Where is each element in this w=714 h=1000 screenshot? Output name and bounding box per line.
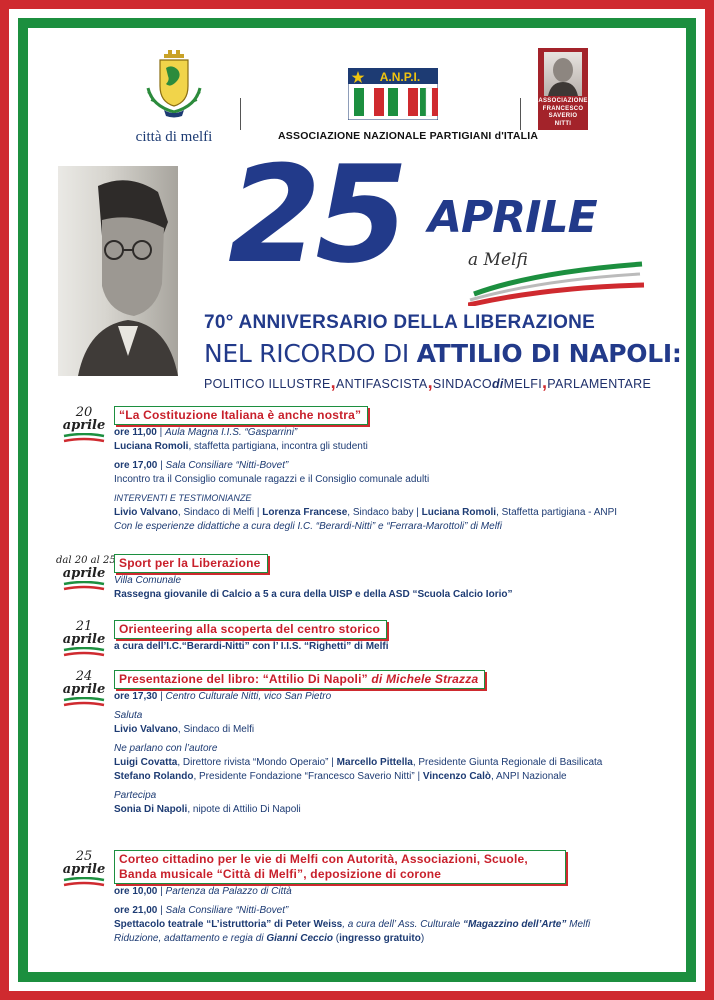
hero-month: APRILE xyxy=(428,192,597,243)
date-tag: 20 aprile xyxy=(56,406,112,443)
anniversary-heading: 70° ANNIVERSARIO DELLA LIBERAZIONE xyxy=(204,312,596,333)
event-line: Livio Valvano, Sindaco di Melfi | Lorenza Francese, Sindaco baby | Luciana Romoli, Staffetta partigiana - ANPI xyxy=(114,507,618,518)
event-line: Saluta xyxy=(114,710,143,721)
event-line: Luigi Covatta, Direttore rivista “Mondo Operaio” | Marcello Pittella, Presidente Giunta Regionale di Basilicata xyxy=(114,757,603,768)
anpi-badge-text: A.N.P.I. xyxy=(379,70,421,84)
event-line: Riduzione, adattamento e regia di Gianni Ceccio (ingresso gratuito) xyxy=(114,933,425,944)
event-line: INTERVENTI E TESTIMONIANZE xyxy=(114,493,252,503)
event-line: Sonia Di Napoli, nipote di Attilio Di Napoli xyxy=(114,804,301,815)
tricolor-flag-icon xyxy=(62,877,106,887)
hero-date-number: 25 xyxy=(228,137,403,293)
date-tag: dal 20 al 25 aprile xyxy=(56,554,112,591)
event-line: Spettacolo teatrale “L’istruttoria” di Peter Weiss, a cura dell’ Ass. Culturale “Magazzino dell’Arte” Melfi xyxy=(114,919,591,930)
date-tag: 25 aprile xyxy=(56,850,112,887)
event-line: ore 17,30 | Centro Culturale Nitti, vico San Pietro xyxy=(114,691,332,702)
date-tag: 21 aprile xyxy=(56,620,112,657)
hero-place: a Melfi xyxy=(468,250,528,270)
anpi-badge-icon xyxy=(348,68,438,120)
event-title: “La Costituzione Italiana è anche nostra” xyxy=(114,406,368,425)
tricolor-flag-icon xyxy=(62,581,106,591)
event-title: Sport per la Liberazione xyxy=(114,554,268,573)
event-title: Orienteering alla scoperta del centro storico xyxy=(114,620,387,639)
event-line: Rassegna giovanile di Calcio a 5 a cura della UISP e della ASD “Scuola Calcio Iorio” xyxy=(114,589,513,600)
event-line: Partecipa xyxy=(114,790,157,801)
event-title: Corteo cittadino per le vie di Melfi con Autorità, Associazioni, Scuole, Banda musicale “Città di Melfi”, deposizione di corone xyxy=(114,850,566,884)
event-line: Villa Comunale xyxy=(114,575,182,586)
event-line: Incontro tra il Consiglio comunale ragazzi e il Consiglio comunale adulti xyxy=(114,474,430,485)
poster-content xyxy=(28,28,686,972)
event-line: a cura dell’I.C.“Berardi-Nitti” con l’ I.I.S. “Righetti” di Melfi xyxy=(114,641,389,652)
event-line: ore 21,00 | Sala Consiliare “Nitti-Bovet” xyxy=(114,905,289,916)
event-line: ore 17,00 | Sala Consiliare “Nitti-Bovet” xyxy=(114,460,289,471)
event-line: Ne parlano con l’autore xyxy=(114,743,218,754)
nitti-portrait-icon xyxy=(544,52,582,96)
event-line: Stefano Rolando, Presidente Fondazione “Francesco Saverio Nitti” | Vincenzo Calò, ANPI Nazionale xyxy=(114,771,567,782)
header-divider xyxy=(520,98,521,130)
event-line: ore 11,00 | Aula Magna I.I.S. “Gasparrini” xyxy=(114,427,298,438)
event-title: Presentazione del libro: “Attilio Di Napoli” di Michele Strazza xyxy=(114,670,485,689)
subtitle-roles: POLITICO ILLUSTRE,ANTIFASCISTA,SINDACOdiMELFI,PARLAMENTARE xyxy=(204,372,652,392)
tricolor-flag-icon xyxy=(62,647,106,657)
anpi-name: ASSOCIAZIONE NAZIONALE PARTIGIANI d'ITALIA xyxy=(278,130,539,142)
event-line: Livio Valvano, Sindaco di Melfi xyxy=(114,724,255,735)
tricolor-flag-icon xyxy=(62,697,106,707)
anpi-logo xyxy=(278,68,539,142)
citta-di-melfi-logo xyxy=(128,48,220,146)
event-line: ore 10,00 | Partenza da Palazzo di Città xyxy=(114,886,292,897)
event-line: Luciana Romoli, staffetta partigiana, incontra gli studenti xyxy=(114,441,368,452)
citta-label: città di melfi xyxy=(135,129,213,145)
header-divider xyxy=(240,98,241,130)
date-tag: 24 aprile xyxy=(56,670,112,707)
event-line: Con le esperienze didattiche a cura degli I.C. “Berardi-Nitti” e “Ferrara-Marottoli” di Melfi xyxy=(114,521,502,532)
nitti-text: ASSOCIAZIONE FRANCESCO SAVERIO NITTI xyxy=(538,98,588,127)
coat-of-arms-icon xyxy=(144,48,204,120)
portrait-photo xyxy=(58,166,178,376)
tricolor-flag-icon xyxy=(62,433,106,443)
ricordo-heading: NEL RICORDO DI ATTILIO DI NAPOLI: xyxy=(204,339,682,368)
nitti-association-logo xyxy=(538,48,588,130)
